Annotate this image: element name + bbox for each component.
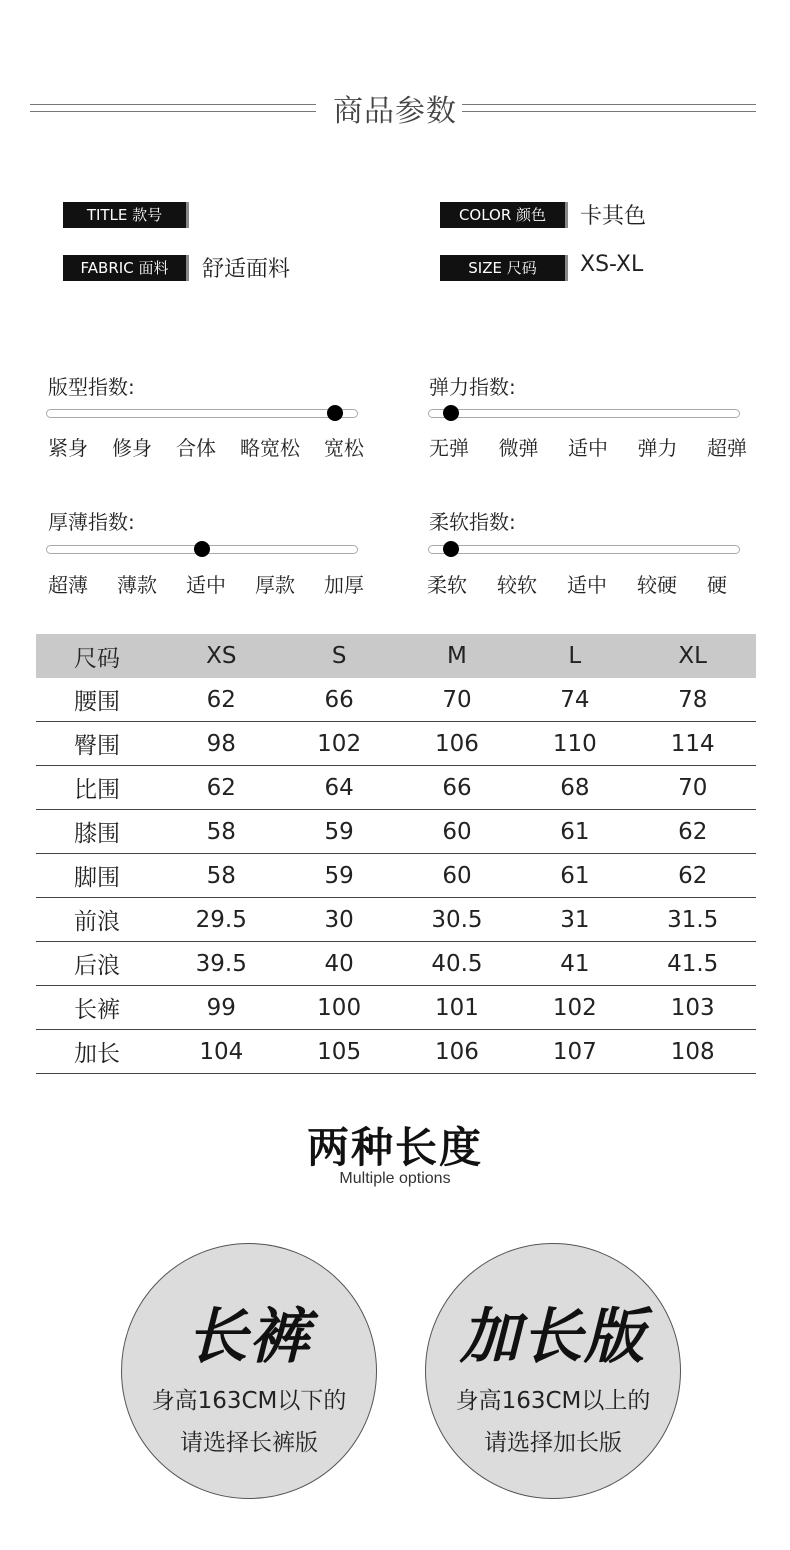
elastic-index-scale [429,432,747,461]
option-line-1: 身高163CM以下的 [151,1388,347,1414]
size-value-cell: 61 [520,810,629,854]
size-table [36,634,756,1074]
softness-index-track [428,545,740,554]
table-row [36,1030,756,1074]
size-value-cell: 74 [520,678,629,722]
row-label: 脚围 [36,854,158,898]
size-value-cell: 70 [629,766,756,810]
size-value-cell: 98 [158,722,285,766]
option-line-2: 请选择加长版 [484,1430,622,1456]
thickness-index-scale [48,569,364,598]
size-value-cell: 40 [285,942,394,986]
scale-label: 无弹 [429,436,469,460]
row-label: 膝围 [36,810,158,854]
scale-label: 硬 [707,573,727,597]
size-value-cell: 29.5 [158,898,285,942]
table-row [36,766,756,810]
scale-label: 合体 [176,436,216,460]
size-value-cell: 59 [285,854,394,898]
fabric-tag: FABRIC 面料 [63,255,189,281]
row-label: 腰围 [36,678,158,722]
size-value-cell: 104 [158,1030,285,1074]
fabric-value: 舒适面料 [202,257,291,282]
size-tag: SIZE 尺码 [440,255,568,281]
table-row [36,898,756,942]
size-value-cell: 30.5 [394,898,521,942]
scale-label: 柔软 [427,573,467,597]
fit-index-track [46,409,358,418]
header-cell: 尺码 [36,634,158,678]
size-value-cell: 61 [520,854,629,898]
header-cell: L [520,634,629,678]
size-table-header [36,634,756,678]
scale-label: 超弹 [707,436,747,460]
elastic-index-track [428,409,740,418]
scale-label: 超薄 [48,573,88,597]
scale-label: 宽松 [324,436,364,460]
size-value-cell: 41 [520,942,629,986]
color-tag: COLOR 颜色 [440,202,568,228]
header-cell: M [394,634,521,678]
fit-index-title: 版型指数: [48,375,135,399]
scale-label: 略宽松 [240,436,300,460]
size-value-cell: 30 [285,898,394,942]
size-value-cell: 106 [394,722,521,766]
thickness-index-marker [194,541,210,557]
size-value-cell: 106 [394,1030,521,1074]
size-value-cell: 66 [394,766,521,810]
thickness-index-title: 厚薄指数: [48,510,135,534]
table-row [36,678,756,722]
size-value-cell: 62 [629,810,756,854]
fit-index-scale [48,432,364,461]
row-label: 比围 [36,766,158,810]
table-row [36,854,756,898]
size-value-cell: 101 [394,986,521,1030]
size-value-cell: 102 [520,986,629,1030]
table-row [36,722,756,766]
elastic-index-marker [443,405,459,421]
size-value-cell: 78 [629,678,756,722]
size-table-body [36,678,756,1074]
scale-label: 适中 [568,436,608,460]
header-cell: S [285,634,394,678]
scale-label: 修身 [112,436,152,460]
size-value-cell: 62 [629,854,756,898]
scale-label: 紧身 [48,436,88,460]
size-value-cell: 70 [394,678,521,722]
row-label: 前浪 [36,898,158,942]
size-value-cell: 60 [394,854,521,898]
table-row [36,986,756,1030]
section-title: 商品参数 [333,94,457,129]
size-value-cell: 64 [285,766,394,810]
option-name: 长裤 [187,1302,311,1372]
size-value-cell: 68 [520,766,629,810]
size-value-cell: 39.5 [158,942,285,986]
scale-label: 适中 [567,573,607,597]
size-value-cell: 62 [158,766,285,810]
title-tag: TITLE 款号 [63,202,189,228]
size-value-cell: 108 [629,1030,756,1074]
size-value-cell: 62 [158,678,285,722]
size-value-cell: 114 [629,722,756,766]
scale-label: 加厚 [324,573,364,597]
size-value-cell: 99 [158,986,285,1030]
row-label: 后浪 [36,942,158,986]
softness-index-marker [443,541,459,557]
size-value-cell: 105 [285,1030,394,1074]
scale-label: 适中 [186,573,226,597]
size-value-cell: 102 [285,722,394,766]
scale-label: 微弹 [498,436,539,460]
size-value-cell: 40.5 [394,942,521,986]
thickness-index-track [46,545,358,554]
long-length-circle [425,1243,681,1499]
lengths-subtitle: Multiple options [339,1170,451,1187]
lengths-title: 两种长度 [306,1123,483,1172]
size-value-cell: 31.5 [629,898,756,942]
header-cell: XS [158,634,285,678]
header-cell: XL [629,634,756,678]
size-value-cell: 107 [520,1030,629,1074]
scale-label: 较硬 [637,573,677,597]
table-row [36,942,756,986]
table-row [36,810,756,854]
row-label: 臀围 [36,722,158,766]
size-value-cell: 103 [629,986,756,1030]
option-line-1: 身高163CM以上的 [455,1388,651,1414]
regular-length-circle [121,1243,377,1499]
size-value: XS-XL [580,252,644,277]
size-value-cell: 31 [520,898,629,942]
size-value-cell: 60 [394,810,521,854]
option-line-2: 请选择长裤版 [180,1430,318,1456]
softness-index-scale [427,569,727,598]
row-label: 加长 [36,1030,158,1074]
size-value-cell: 66 [285,678,394,722]
size-value-cell: 110 [520,722,629,766]
size-value-cell: 59 [285,810,394,854]
scale-label: 薄款 [117,573,157,597]
color-value: 卡其色 [580,204,647,229]
elastic-index-title: 弹力指数: [429,375,516,399]
size-value-cell: 58 [158,854,285,898]
row-label: 长裤 [36,986,158,1030]
softness-index-title: 柔软指数: [429,510,516,534]
option-name: 加长版 [460,1302,646,1372]
size-value-cell: 41.5 [629,942,756,986]
size-value-cell: 58 [158,810,285,854]
scale-label: 厚款 [255,573,295,597]
fit-index-marker [327,405,343,421]
scale-label: 弹力 [637,436,678,460]
size-value-cell: 100 [285,986,394,1030]
scale-label: 较软 [497,573,537,597]
